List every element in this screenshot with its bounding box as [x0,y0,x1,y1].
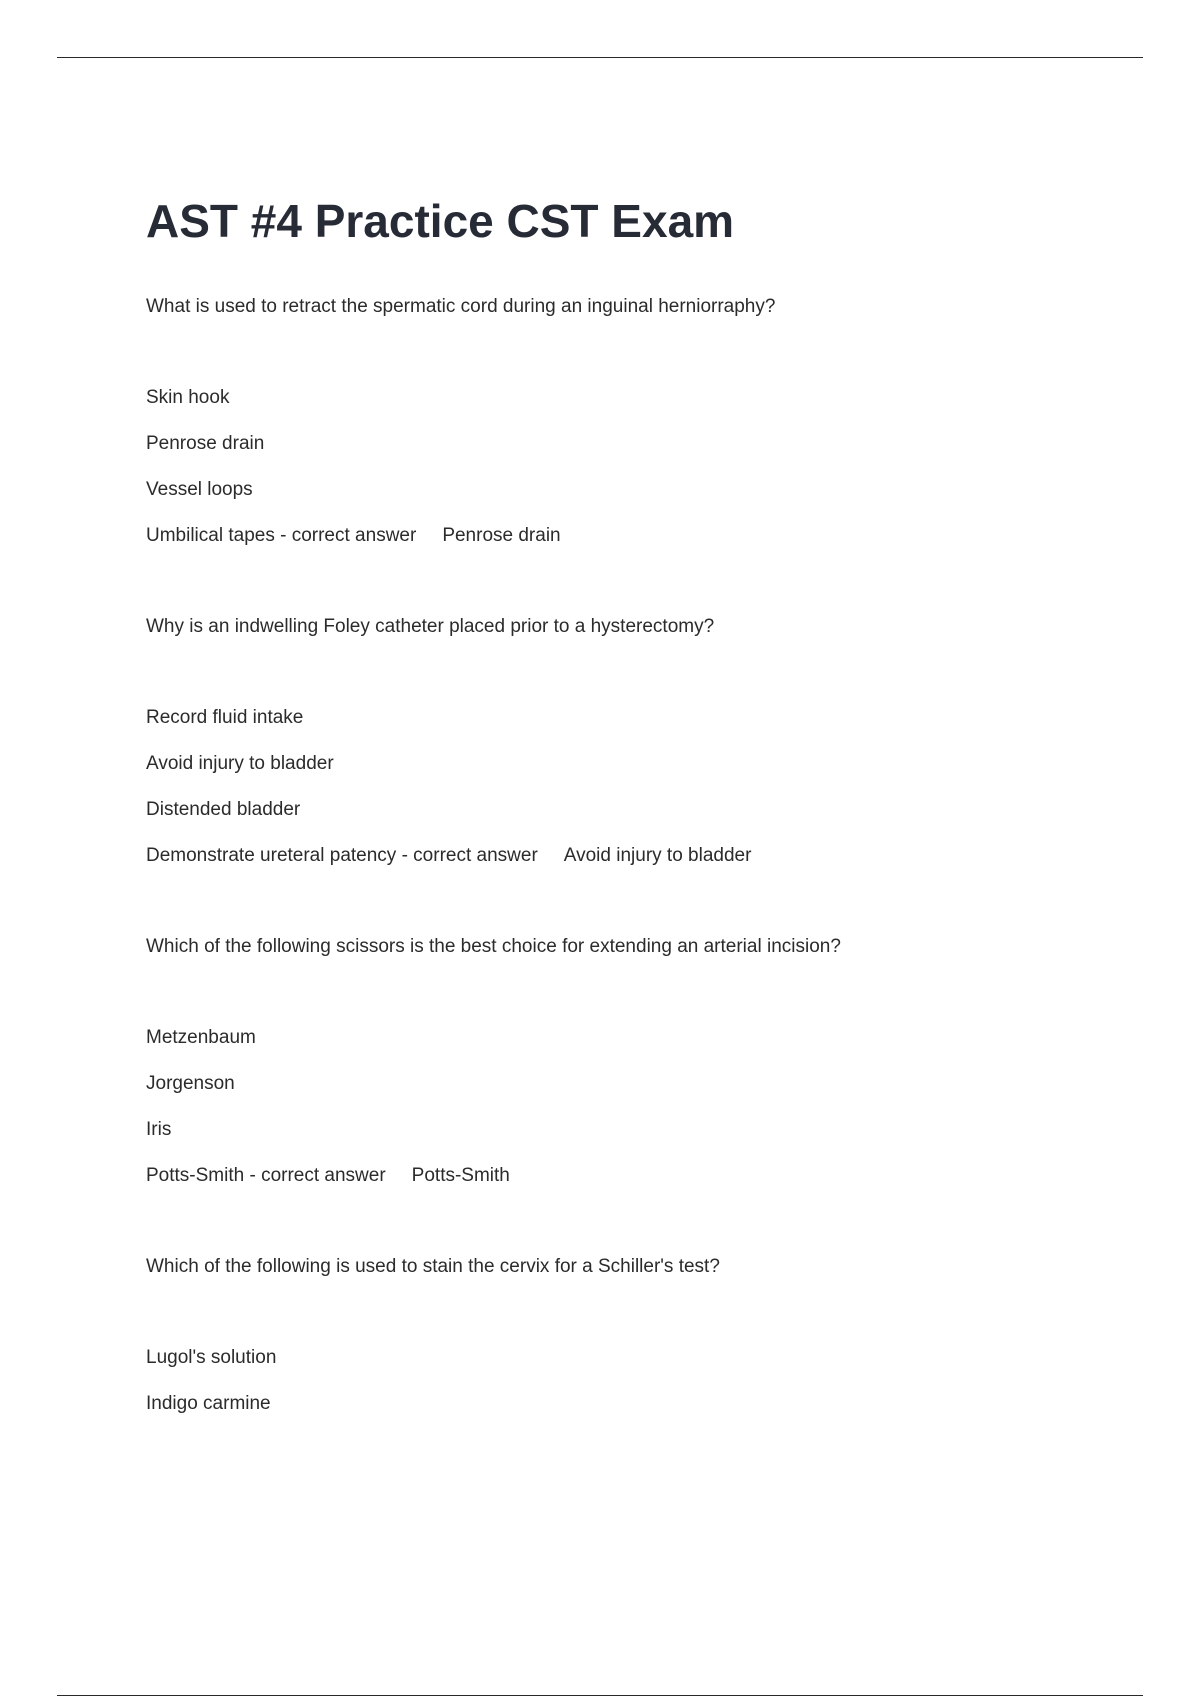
option-text: Distended bladder [146,799,301,820]
option-text: Record fluid intake [146,707,304,728]
correct-answer: Avoid injury to bladder [563,845,752,866]
option-item [146,1391,1146,1417]
option-item [146,1117,1146,1143]
option-item [146,1025,1146,1051]
option-item [146,797,1146,823]
option-text: Iris [146,1119,172,1140]
option-text: Skin hook [146,387,230,408]
option-item [146,843,1146,869]
option-text: Indigo carmine [146,1393,271,1414]
options-list [146,705,1146,869]
document-body [146,188,1146,1417]
option-text: Lugol's solution [146,1347,277,1368]
question-block-4 [146,1254,1146,1417]
options-list [146,1345,1146,1417]
correct-answer: Potts-Smith [411,1165,510,1186]
option-text: Potts-Smith - correct answer [146,1165,386,1186]
option-item [146,477,1146,503]
question-text: What is used to retract the spermatic cord during an inguinal herniorraphy? [146,296,776,317]
option-item [146,385,1146,411]
question-block-1 [146,294,1146,549]
option-text: Jorgenson [146,1073,235,1094]
question-block-2 [146,614,1146,869]
options-list [146,385,1146,549]
option-item [146,1071,1146,1097]
bottom-rule [57,1695,1143,1696]
option-item [146,1163,1146,1189]
option-item [146,705,1146,731]
question-text: Why is an indwelling Foley catheter placed prior to a hysterectomy? [146,616,715,637]
option-text: Penrose drain [146,433,265,454]
top-rule [57,57,1143,58]
question-block-3 [146,934,1146,1189]
document-title: AST #4 Practice CST Exam [146,195,735,247]
option-item [146,1345,1146,1371]
correct-answer: Penrose drain [442,525,561,546]
option-text: Avoid injury to bladder [146,753,334,774]
options-list [146,1025,1146,1189]
option-item [146,523,1146,549]
option-item [146,431,1146,457]
option-text: Demonstrate ureteral patency - correct answer [146,845,538,866]
option-item [146,751,1146,777]
option-text: Umbilical tapes - correct answer [146,525,417,546]
question-text: Which of the following scissors is the best choice for extending an arterial incision? [146,936,841,957]
question-text: Which of the following is used to stain the cervix for a Schiller's test? [146,1256,720,1277]
option-text: Vessel loops [146,479,253,500]
option-text: Metzenbaum [146,1027,256,1048]
